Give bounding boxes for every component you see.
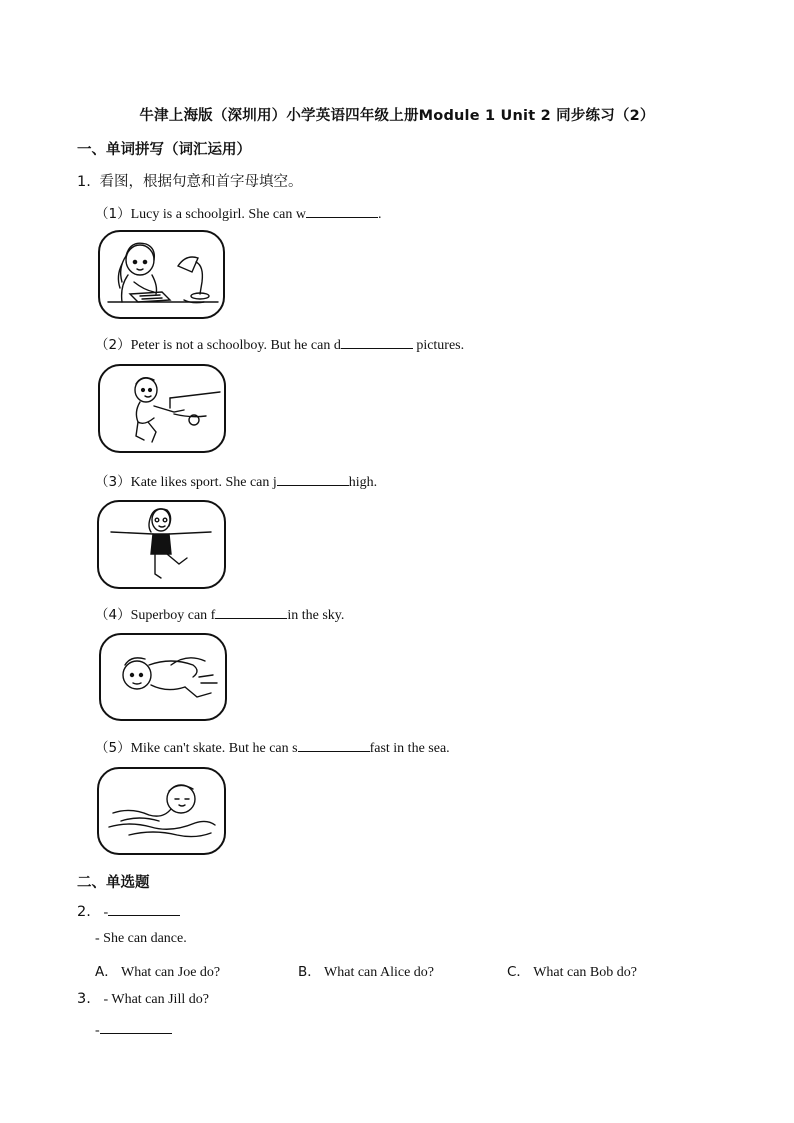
option-letter: A． [95, 964, 118, 980]
boy-drawing-illustration [100, 366, 224, 451]
fill-item-4 [95, 603, 344, 624]
item-text-after: high. [348, 475, 378, 490]
answer-blank[interactable] [108, 902, 180, 916]
picture-boy-drawing [98, 364, 226, 453]
dialogue-answer-line [95, 1020, 172, 1039]
option-a[interactable] [95, 960, 220, 981]
answer-blank[interactable] [277, 472, 349, 486]
option-letter: B． [298, 964, 321, 980]
dialogue-dash: - [95, 1023, 100, 1038]
picture-boy-swimming [97, 767, 226, 855]
item-number: （3） [95, 474, 131, 490]
boy-swimming-illustration [99, 769, 224, 853]
item-number: （1） [95, 206, 131, 222]
girl-writing-illustration [100, 232, 223, 317]
option-letter: C． [507, 964, 530, 980]
option-text: What can Bob do? [533, 965, 637, 980]
question-1 [77, 170, 302, 191]
dialogue-question: - What can Jill do? [103, 992, 209, 1007]
item-text-after: in the sky. [287, 608, 345, 623]
question-number: 3. [77, 991, 91, 1007]
option-text: What can Joe do? [121, 965, 221, 980]
item-text-before: Kate likes sport. She can j [130, 475, 277, 490]
page-title: 牛津上海版（深圳用）小学英语四年级上册Module 1 Unit 2 同步练习（2） [139, 108, 655, 124]
item-text-before: Lucy is a schoolgirl. She can w [130, 207, 306, 222]
option-b[interactable] [298, 960, 434, 981]
item-text-after: pictures. [412, 338, 465, 353]
picture-superboy-flying [99, 633, 227, 721]
section-heading-single-choice: 二、单选题 [77, 875, 150, 891]
section-heading-vocabulary: 一、单词拼写（词汇运用） [77, 142, 251, 158]
option-c[interactable] [507, 960, 637, 981]
fill-item-3 [95, 470, 377, 491]
item-text-after: . [377, 207, 382, 222]
question-number: 2. [77, 904, 91, 920]
item-text-before: Mike can't skate. But he can s [130, 741, 298, 756]
item-text-before: Superboy can f [130, 608, 216, 623]
answer-blank[interactable] [306, 204, 378, 218]
option-text: What can Alice do? [324, 965, 435, 980]
answer-blank[interactable] [341, 335, 413, 349]
picture-girl-writing [98, 230, 225, 319]
fill-item-5 [95, 736, 450, 757]
answer-blank[interactable] [215, 605, 287, 619]
item-text-after: fast in the sea. [369, 741, 450, 756]
question-number: 1. [77, 174, 91, 190]
item-text-before: Peter is not a schoolboy. But he can d [130, 338, 341, 353]
superboy-flying-illustration [101, 635, 225, 719]
item-number: （5） [95, 740, 131, 756]
fill-item-2 [95, 333, 464, 354]
fill-item-1 [95, 202, 381, 223]
answer-blank[interactable] [100, 1020, 172, 1034]
girl-jumping-illustration [99, 502, 224, 587]
dialogue-answer-line: - She can dance. [95, 931, 187, 946]
question-instruction: 看图，根据句意和首字母填空。 [99, 174, 303, 190]
picture-girl-jumping [97, 500, 226, 589]
dialogue-dash: - [103, 905, 109, 920]
question-3 [77, 991, 209, 1008]
question-2 [77, 902, 180, 921]
answer-blank[interactable] [298, 738, 370, 752]
item-number: （4） [95, 607, 131, 623]
item-number: （2） [95, 337, 131, 353]
